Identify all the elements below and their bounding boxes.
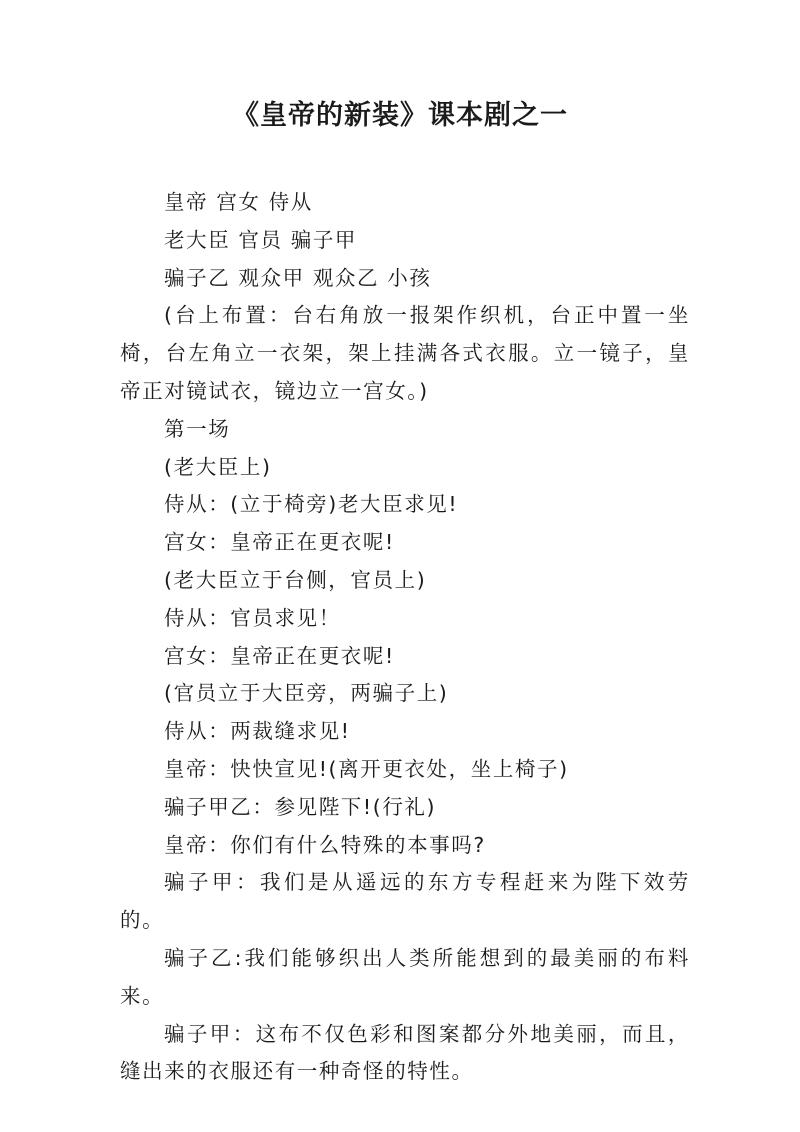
paragraph-dialogue: 骗子乙:我们能够织出人类所能想到的最美丽的布料来。 bbox=[120, 945, 690, 1008]
paragraph-stage-direction: (老大臣立于台侧，官员上) bbox=[164, 567, 427, 592]
paragraph-dialogue: 宫女：皇帝正在更衣呢! bbox=[164, 643, 395, 668]
paragraph-dialogue: 骗子甲：我们是从遥远的东方专程赶来为陛下效劳的。 bbox=[120, 870, 690, 933]
paragraph-dialogue: 宫女：皇帝正在更衣呢! bbox=[164, 530, 395, 555]
paragraph-cast-3: 骗子乙 观众甲 观众乙 小孩 bbox=[164, 265, 432, 290]
document-body bbox=[120, 184, 690, 1091]
paragraph-dialogue: 侍从：两裁缝求见! bbox=[164, 719, 351, 744]
paragraph-cast-1: 皇帝 宫女 侍从 bbox=[164, 190, 313, 214]
paragraph-dialogue: 侍从：(立于椅旁)老大臣求见! bbox=[164, 492, 459, 517]
paragraph-dialogue: 侍从：官员求见！ bbox=[164, 605, 341, 630]
paragraph-dialogue: 皇帝：快快宣见!(离开更衣处，坐上椅子) bbox=[164, 756, 569, 781]
paragraph-scene-heading: 第一场 bbox=[164, 416, 231, 441]
paragraph-stage-setting: (台上布置：台右角放一报架作织机，台正中置一坐椅，台左角立一衣架，架上挂满各式衣服。立一镜子，皇帝正对镜试衣，镜边立一宫女。) bbox=[120, 303, 690, 403]
paragraph-dialogue: 皇帝：你们有什么特殊的本事吗? bbox=[164, 832, 486, 857]
document-title: 《皇帝的新装》课本剧之一 bbox=[232, 100, 568, 131]
paragraph-dialogue: 骗子甲：这布不仅色彩和图案都分外地美丽，而且，缝出来的衣服还有一种奇怪的特性。 bbox=[120, 1021, 690, 1084]
paragraph-stage-direction: (老大臣上) bbox=[164, 454, 272, 479]
paragraph-dialogue: 骗子甲乙：参见陛下!(行礼) bbox=[164, 794, 437, 819]
paragraph-cast-2: 老大臣 官员 骗子甲 bbox=[164, 227, 358, 252]
paragraph-stage-direction: (官员立于大臣旁，两骗子上) bbox=[164, 681, 449, 706]
